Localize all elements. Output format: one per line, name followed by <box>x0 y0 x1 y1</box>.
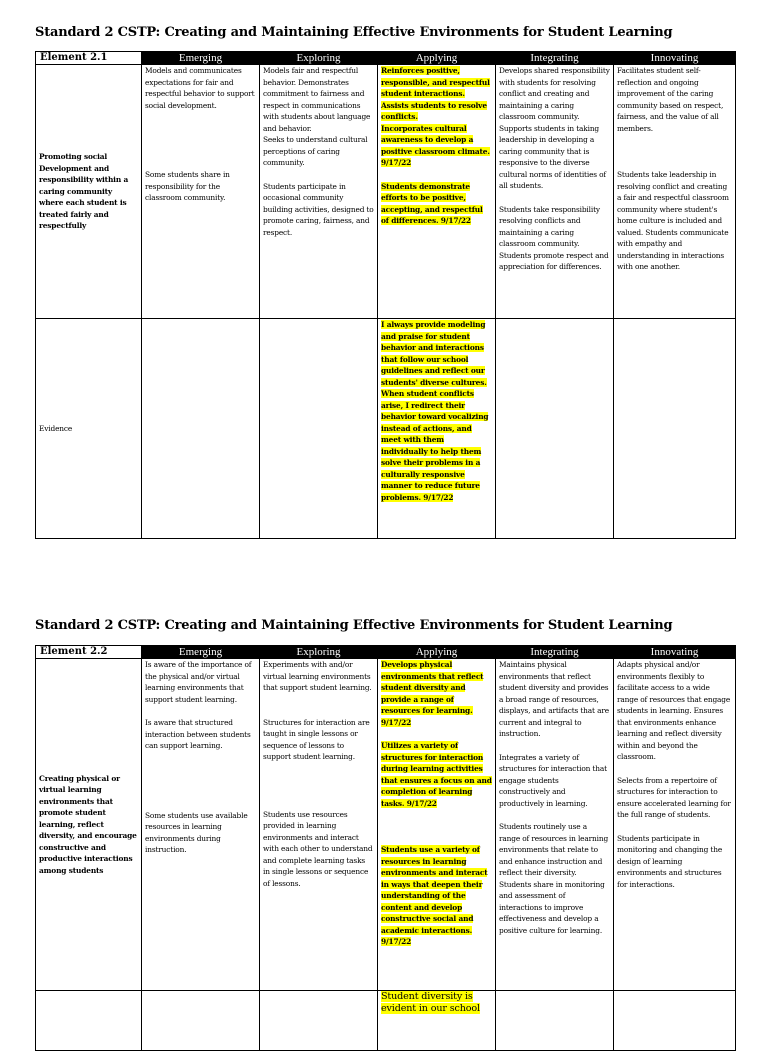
cell-innovating <box>614 65 736 319</box>
cell-text: Is aware of the importance of the physical and/or virtual learning environments that support student learning. <box>145 660 252 704</box>
header-integrating: Integrating <box>496 646 614 659</box>
highlighted-text: Reinforces positive, responsible, and respectful student interactions. Assists students to resolve conflicts. Incorporates cultural awareness to develop a positive classroom climate. 9/17/22 <box>381 66 490 167</box>
evidence-row <box>36 991 736 1051</box>
evidence-applying <box>378 991 496 1051</box>
header-emerging: Emerging <box>142 52 260 65</box>
row-label: Promoting social Development and responsibility within a caring community where each student is treated fairly and respectfully <box>36 65 142 319</box>
element-label: Element 2.2 <box>36 646 142 659</box>
cell-text: Develops shared responsibility with students for resolving conflict and creating and maintaining a caring classroom community. Supports students in taking leadership in developing a caring community that is responsive to the diverse cultural norms of identities of all students. <box>499 66 610 190</box>
cell-text: Adapts physical and/or environments flexibly to facilitate access to a wide range of resources that engage students in learning. Ensures that environments enhance learning and reflect diversity within and beyond the classroom. <box>617 660 731 761</box>
header-integrating: Integrating <box>496 52 614 65</box>
cell-text: Models fair and respectful behavior. Demonstrates commitment to fairness and respect in communications with students about language and behavior. Seeks to understand cultural perceptions of caring community. <box>263 66 371 167</box>
cell-text: Students take leadership in resolving conflict and creating a fair and respectful classroom community where student's home culture is included and valued. Students communicate with empathy and understanding in interactions with one another. <box>617 170 729 271</box>
cell-text: Is aware that structured interaction between students can support learning. <box>145 718 251 750</box>
rubric-table-2-2 <box>35 645 736 1051</box>
standard-title-1: Standard 2 CSTP: Creating and Maintaining Effective Environments for Student Learning <box>35 25 673 40</box>
evidence-text: I always provide modeling and praise for student behavior and interactions that follow our school guidelines and reflect our students' diverse cultures. When student conflicts arise, I redirect their behavior toward vocalizing instead of actions, and meet with them individually to help them solve their problems in a culturally responsive manner to reduce future problems. 9/17/22 <box>381 320 489 502</box>
header-exploring: Exploring <box>260 52 378 65</box>
cell-text: Some students use available resources in learning environments during instruction. <box>145 810 248 854</box>
cell-text <box>381 181 492 227</box>
cell-text: Some students share in responsibility for the classroom community. <box>145 170 230 202</box>
header-exploring: Exploring <box>260 646 378 659</box>
cell-text <box>381 740 492 809</box>
evidence-label <box>36 991 142 1051</box>
cell-emerging <box>142 65 260 319</box>
cell-applying <box>378 65 496 319</box>
evidence-emerging <box>142 319 260 539</box>
cell-integrating <box>496 65 614 319</box>
header-innovating: Innovating <box>614 52 736 65</box>
evidence-integrating <box>496 991 614 1051</box>
header-row <box>36 52 736 65</box>
header-applying: Applying <box>378 646 496 659</box>
header-row <box>36 646 736 659</box>
cell-text <box>381 65 492 169</box>
cell-integrating <box>496 659 614 991</box>
standard-title-2: Standard 2 CSTP: Creating and Maintaining Effective Environments for Student Learning <box>35 618 673 633</box>
cell-emerging <box>142 659 260 991</box>
evidence-exploring <box>260 991 378 1051</box>
header-innovating: Innovating <box>614 646 736 659</box>
evidence-applying <box>378 319 496 539</box>
cell-text: Students participate in monitoring and changing the design of learning environments and structures for interactions. <box>617 833 723 889</box>
cell-text: Students participate in occasional community building activities, designed to promote caring, fairness, and respect. <box>263 181 374 237</box>
highlighted-text: Students demonstrate efforts to be positive, accepting, and respectful of differences. 9/17/22 <box>381 181 483 225</box>
cell-text: Students use resources provided in learning environments and interact with each other to understand and complete learning tasks in single lessons or sequence of lessons. <box>263 809 373 888</box>
cell-text: Facilitates student self-reflection and ongoing improvement of the caring community based on respect, fairness, and the value of all members. <box>617 66 724 133</box>
cell-text: Selects from a repertoire of structures for interaction to ensure accelerated learning for the full range of students. <box>617 775 731 819</box>
element-label: Element 2.1 <box>36 52 142 65</box>
highlighted-text: Utilizes a variety of structures for interaction during learning activities that ensures a focus on and completion of learning tasks. 9/17/22 <box>381 741 492 808</box>
evidence-emerging <box>142 991 260 1051</box>
cell-text <box>381 844 492 948</box>
cell-exploring <box>260 659 378 991</box>
cell-text: Experiments with and/or virtual learning environments that support student learning. <box>263 660 372 692</box>
row-label: Creating physical or virtual learning environments that promote student learning, reflect diversity, and encourage constructive and productive interactions among students <box>36 659 142 991</box>
cell-text: Structures for interaction are taught in single lessons or sequence of lessons to support student learning. <box>263 717 370 761</box>
criteria-row <box>36 659 736 991</box>
evidence-text: Student diversity is evident in our school <box>381 991 480 1014</box>
cell-text: Maintains physical environments that reflect student diversity and provides a broad range of resources, displays, and artifacts that are current and integral to instruction. <box>499 660 609 738</box>
evidence-row <box>36 319 736 539</box>
header-applying: Applying <box>378 52 496 65</box>
cell-innovating <box>614 659 736 991</box>
cell-text: Integrates a variety of structures for interaction that engage students constructively and productively in learning. <box>499 752 607 808</box>
highlighted-text: Students use a variety of resources in learning environments and interact in ways that deepen their understanding of the content and develop constructive social and academic interactions. 9/17/22 <box>381 845 488 946</box>
cell-text: Models and communicates expectations for fair and respectful behavior to support social development. <box>145 66 255 110</box>
cell-text <box>381 659 492 728</box>
evidence-innovating <box>614 319 736 539</box>
cell-applying <box>378 659 496 991</box>
criteria-row <box>36 65 736 319</box>
cell-exploring <box>260 65 378 319</box>
header-emerging: Emerging <box>142 646 260 659</box>
evidence-label: Evidence <box>36 319 142 539</box>
evidence-integrating <box>496 319 614 539</box>
cell-text: Students routinely use a range of resources in learning environments that relate to and enhance instruction and reflect their diversity. Students share in monitoring and assessment of interactions to improve effectiveness and develop a positive culture for learning. <box>499 822 609 935</box>
cell-text: Students take responsibility resolving conflicts and maintaining a caring classroom community. Students promote respect and appreciation for differences. <box>499 204 609 271</box>
evidence-exploring <box>260 319 378 539</box>
rubric-table-2-1 <box>35 51 736 539</box>
evidence-innovating <box>614 991 736 1051</box>
highlighted-text: Develops physical environments that reflect student diversity and provide a range of resources for learning. 9/17/22 <box>381 660 484 727</box>
